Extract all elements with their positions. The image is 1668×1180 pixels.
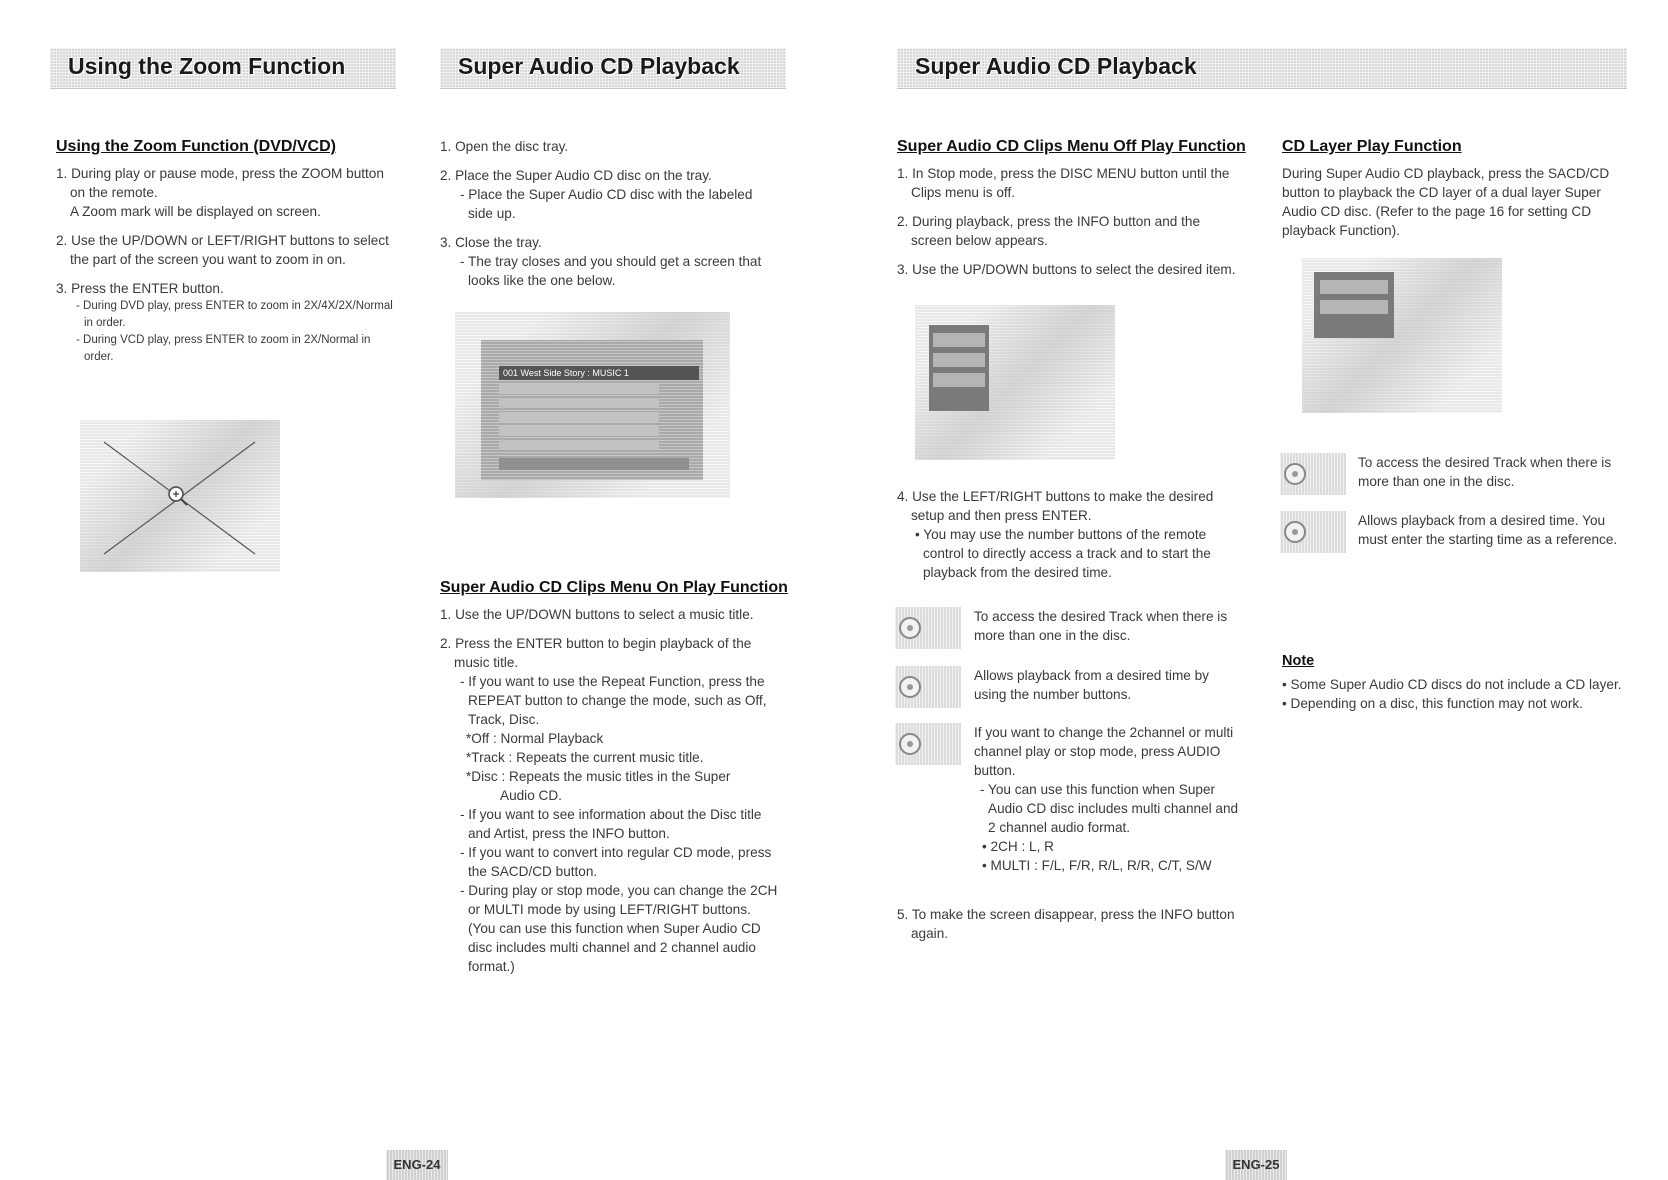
- cd-layer-panel-item: [1320, 300, 1388, 314]
- clips-off-step-3: 3. Use the UP/DOWN buttons to select the desired item.: [897, 262, 1236, 277]
- audio-icon: [895, 723, 961, 765]
- sacd-menu-selected-row: [499, 366, 699, 380]
- info-panel: [929, 325, 989, 411]
- cd-layer-screen: [1302, 258, 1502, 413]
- cd-layer-icon-time-text: Allows playback from a desired time. You must enter the starting time as a reference.: [1358, 513, 1618, 547]
- sacd-menu-row: [499, 384, 659, 394]
- sacd-menu-footer: [499, 458, 689, 470]
- clips-off-step-5: 5. To make the screen disappear, press the INFO button again.: [897, 907, 1235, 941]
- clips-off-icon-time-text: Allows playback from a desired time by using the number buttons.: [974, 668, 1209, 702]
- zoom-diagram: [80, 420, 280, 572]
- cd-layer-text: During Super Audio CD playback, press the SACD/CD button to playback the CD layer of a dual layer Super Audio CD disc. (Refer to the page 16 for setting CD playback Function).: [1282, 166, 1610, 238]
- clips-on-channel: - During play or stop mode, you can change the 2CH or MULTI mode by using LEFT/RIGHT buttons. (You can use this function when Super Audio CD disc includes multi channel and 2 channel audio format.): [460, 883, 778, 974]
- banner-sacd-left-title: Super Audio CD Playback: [458, 53, 740, 79]
- banner-zoom-title: Using the Zoom Function: [68, 53, 346, 79]
- sacd-menu-row: [499, 412, 659, 422]
- info-screen: [915, 305, 1115, 460]
- banner-zoom: [50, 48, 396, 89]
- clips-off-audio-sub: - You can use this function when Super Audio CD disc includes multi channel and 2 channel audio format.: [980, 782, 1239, 835]
- info-panel-item: [933, 353, 985, 367]
- clips-off-step-4-sub: • You may use the number buttons of the remote control to directly access a track and to start the playback from the desired time.: [915, 527, 1211, 580]
- clips-off-heading: Super Audio CD Clips Menu Off Play Function: [897, 138, 1246, 155]
- zoom-illustration: [80, 420, 280, 572]
- sacd-steps: [440, 137, 780, 300]
- cd-layer-panel-item: [1320, 280, 1388, 294]
- sacd-step-2-sub: - Place the Super Audio CD disc with the labeled side up.: [460, 187, 753, 221]
- zoom-step-1-text: 1. During play or pause mode, press the ZOOM button on the remote.: [56, 166, 384, 200]
- sacd-menu-row-text: 001 West Side Story : MUSIC 1: [503, 368, 629, 378]
- clips-on-disc-cont: Audio CD.: [500, 788, 562, 803]
- sacd-step-3: [440, 233, 780, 290]
- zoom-step-3-text: 3. Press the ENTER button.: [56, 281, 224, 296]
- page-number-left: ENG-24: [386, 1150, 448, 1180]
- banner-sacd-right-title: Super Audio CD Playback: [915, 53, 1197, 79]
- info-panel-item: [933, 333, 985, 347]
- sacd-step-3-text: 3. Close the tray.: [440, 235, 542, 250]
- clips-off-step-1: 1. In Stop mode, press the DISC MENU button until the Clips menu is off.: [897, 166, 1230, 200]
- cd-layer-section: [1282, 137, 1622, 240]
- time-icon: [895, 666, 961, 708]
- cd-layer-panel: [1314, 272, 1394, 338]
- note-section: [1282, 652, 1622, 713]
- clips-on-info: - If you want to see information about the Disc title and Artist, press the INFO button.: [460, 807, 762, 841]
- sacd-menu-panel: [481, 340, 703, 480]
- zoom-heading: Using the Zoom Function (DVD/VCD): [56, 138, 336, 155]
- clips-off-section: [897, 137, 1246, 289]
- clips-off-2ch: • 2CH : L, R: [982, 839, 1054, 854]
- clips-off-icon-audio-text: If you want to change the 2channel or multi channel play or stop mode, press AUDIO button.: [974, 725, 1234, 778]
- track-icon: [895, 607, 961, 649]
- note-item-2: • Depending on a disc, this function may not work.: [1282, 696, 1583, 711]
- zoom-step-3-vcd: - During VCD play, press ENTER to zoom in 2X/Normal in order.: [76, 334, 371, 363]
- clips-off-audio-block: [974, 723, 1240, 875]
- cd-layer-icon-track-text: To access the desired Track when there is more than one in the disc.: [1358, 455, 1612, 489]
- zoom-step-2: 2. Use the UP/DOWN or LEFT/RIGHT buttons to select the part of the screen you want to zoom in on.: [56, 233, 389, 267]
- clips-on-track: *Track : Repeats the current music title.: [466, 750, 704, 765]
- cd-time-icon: [1280, 511, 1346, 553]
- zoom-step-3: [56, 279, 396, 366]
- page-number-right: ENG-25: [1225, 1150, 1287, 1180]
- clips-on-section: [440, 578, 788, 986]
- clips-on-disc: *Disc : Repeats the music titles in the Super: [466, 769, 731, 784]
- sacd-step-3-sub: - The tray closes and you should get a screen that looks like the one below.: [460, 254, 762, 288]
- clips-on-repeat: - If you want to use the Repeat Function, press the REPEAT button to change the mode, such as Off, Track, Disc.: [460, 674, 767, 727]
- banner-sacd-right: [897, 48, 1627, 89]
- sacd-menu-screen: [455, 312, 730, 498]
- sacd-menu-row: [499, 440, 659, 450]
- clips-on-sacdcd: - If you want to convert into regular CD mode, press the SACD/CD button.: [460, 845, 772, 879]
- zoom-step-3-dvd: - During DVD play, press ENTER to zoom in 2X/4X/2X/Normal in order.: [76, 300, 393, 329]
- clips-off-step-2: 2. During playback, press the INFO button and the screen below appears.: [897, 214, 1201, 248]
- sacd-step-2-text: 2. Place the Super Audio CD disc on the tray.: [440, 168, 712, 183]
- note-item-1: • Some Super Audio CD discs do not include a CD layer.: [1282, 677, 1622, 692]
- clips-on-step-2-text: 2. Press the ENTER button to begin playback of the music title.: [440, 636, 752, 670]
- sacd-menu-row: [499, 398, 659, 408]
- clips-off-icon-track-text: To access the desired Track when there is more than one in the disc.: [974, 609, 1228, 643]
- cd-track-icon: [1280, 453, 1346, 495]
- clips-off-multi: • MULTI : F/L, F/R, R/L, R/R, C/T, S/W: [982, 858, 1212, 873]
- zoom-step-1: [56, 164, 396, 221]
- banner-sacd-left: [440, 48, 786, 89]
- sacd-step-1: 1. Open the disc tray.: [440, 139, 569, 154]
- clips-on-heading: Super Audio CD Clips Menu On Play Function: [440, 579, 788, 596]
- sacd-menu-row: [499, 426, 659, 436]
- clips-off-step-4-block: [897, 487, 1237, 582]
- clips-on-off: *Off : Normal Playback: [466, 731, 604, 746]
- zoom-step-1-note: A Zoom mark will be displayed on screen.: [70, 204, 321, 219]
- clips-off-step-4: 4. Use the LEFT/RIGHT buttons to make the desired setup and then press ENTER.: [897, 489, 1214, 523]
- clips-on-step-2: [440, 634, 780, 976]
- zoom-section: [56, 137, 396, 366]
- cd-layer-heading: CD Layer Play Function: [1282, 138, 1462, 155]
- clips-on-step-1: 1. Use the UP/DOWN buttons to select a music title.: [440, 607, 754, 622]
- sacd-step-2: [440, 166, 780, 223]
- info-panel-item: [933, 373, 985, 387]
- note-heading: Note: [1282, 653, 1315, 669]
